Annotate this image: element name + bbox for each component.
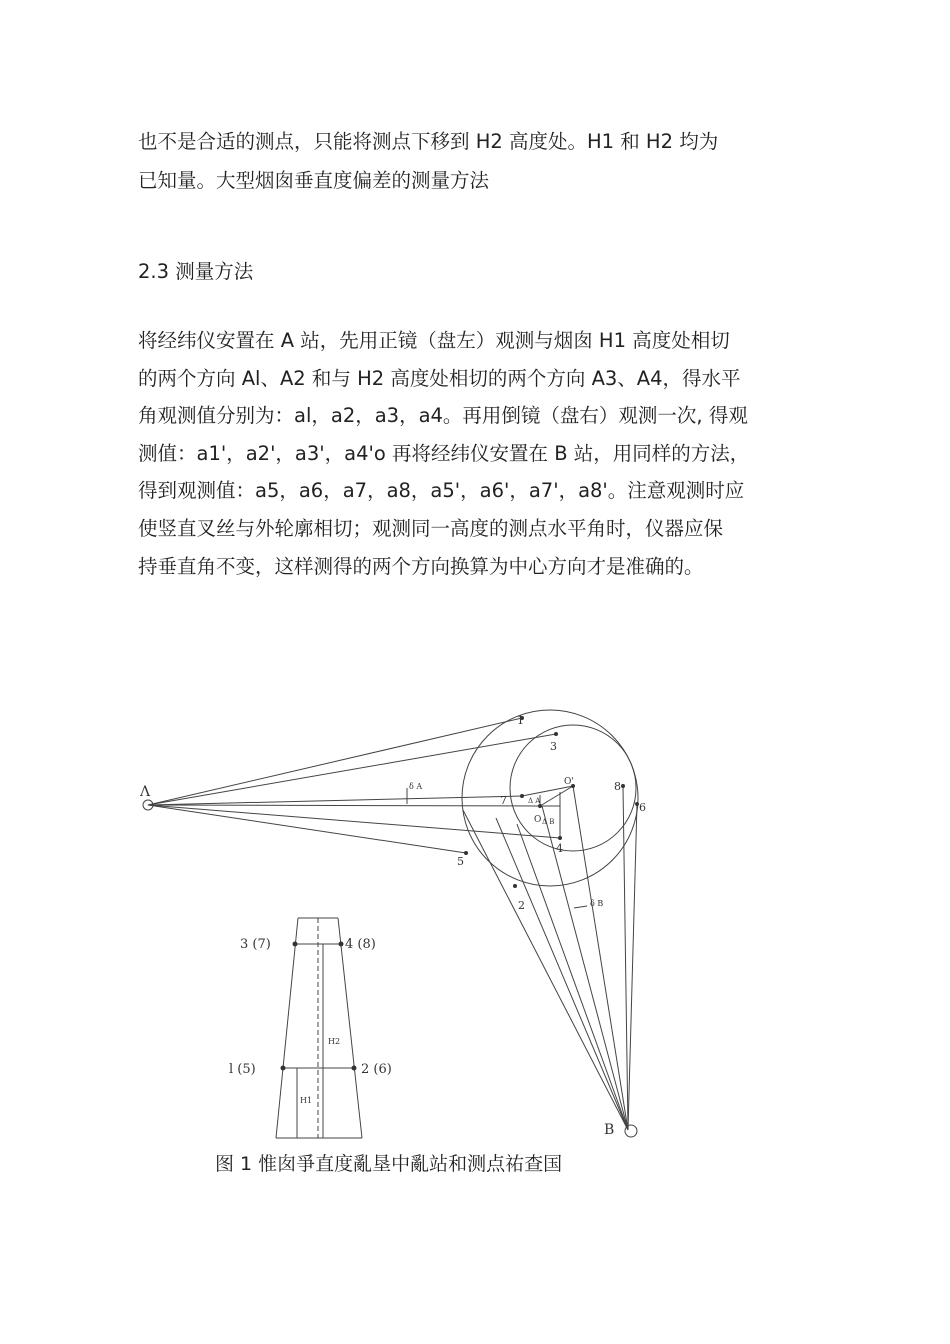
sight-line-bo bbox=[542, 806, 628, 1130]
sight-line-b4 bbox=[517, 824, 628, 1130]
station-b-marker bbox=[625, 1125, 637, 1137]
chimney-point-dot bbox=[293, 942, 298, 947]
text-line: 得到观测值：a5，a6，a7，a8，a5'，a6'，a7'，a8'。注意观测时应 bbox=[138, 479, 745, 503]
text-line: 已知量。大型烟囱垂直度偏差的测量方法 bbox=[138, 169, 490, 192]
point-8-dot bbox=[621, 784, 625, 788]
center-o-prime-label: O' bbox=[564, 777, 574, 787]
chimney-point-dot bbox=[339, 942, 344, 947]
chimney-label-h1: H1 bbox=[300, 1096, 313, 1105]
text-line: 的两个方向 Al、A2 和与 H2 高度处相切的两个方向 A3、A4，得水平 bbox=[138, 366, 741, 390]
text-line: 角观测值分别为：al，a2，a3，a4。再用倒镜（盘右）观测一次, 得观 bbox=[138, 404, 748, 428]
chimney-point-dot bbox=[352, 1066, 357, 1071]
sigma-b-label: δ B bbox=[590, 899, 604, 908]
sight-line-bo-prime bbox=[573, 786, 628, 1130]
point-2-dot bbox=[513, 884, 517, 888]
sight-line-b8 bbox=[623, 786, 628, 1130]
point-3-label: 3 bbox=[550, 740, 557, 753]
chimney-label-4-8: 4 (8) bbox=[345, 937, 376, 952]
section-heading bbox=[138, 253, 828, 290]
point-4-label: 4 bbox=[556, 842, 563, 855]
point-2-label: 2 bbox=[518, 899, 525, 912]
sight-line-b6 bbox=[628, 804, 637, 1130]
angle-tick bbox=[574, 906, 587, 908]
text-line: 使竖直叉丝与外轮廓相切；观测同一高度的测点水平角时，仪器应保 bbox=[138, 516, 724, 540]
sight-line-b5 bbox=[463, 810, 628, 1130]
chimney-label-1-5: l (5) bbox=[229, 1062, 256, 1077]
text-line: 持垂直角不变，这样测得的两个方向换算为中心方向才是准确的。 bbox=[138, 554, 704, 578]
chimney-point-dot bbox=[281, 1066, 286, 1071]
text-line: 测值：a1'，a2'，a3'，a4'o 再将经纬仪安置在 B 站，用同样的方法， bbox=[138, 441, 750, 465]
point-1-label: 1 bbox=[517, 714, 524, 727]
station-a-label: Λ bbox=[140, 784, 151, 800]
paragraph-2 bbox=[138, 322, 828, 585]
point-3-dot bbox=[554, 732, 558, 736]
delta-a-label: Δ A bbox=[528, 797, 541, 805]
point-7-dot bbox=[520, 794, 524, 798]
sight-line-a3 bbox=[148, 734, 556, 805]
point-8-label: 8 bbox=[614, 780, 621, 793]
point-7-label: 7 bbox=[500, 794, 507, 807]
delta-b-label: Δ B bbox=[542, 818, 555, 826]
sight-line-a1 bbox=[148, 718, 522, 805]
chimney-label-3-7: 3 (7) bbox=[240, 937, 271, 952]
point-5-dot bbox=[464, 851, 468, 855]
figure-caption: 图 1 惟囱爭直度亂垦中亂站和测点祐查国 bbox=[215, 1153, 563, 1175]
heading-text: 2.3 测量方法 bbox=[138, 260, 254, 283]
point-6-label: 6 bbox=[639, 801, 646, 814]
sight-line-b2 bbox=[496, 818, 628, 1130]
station-b-label: B bbox=[604, 1122, 615, 1138]
text-line: 也不是合适的测点，只能将测点下移到 H2 高度处。H1 和 H2 均为 bbox=[138, 130, 719, 153]
chimney-left-side bbox=[276, 918, 298, 1138]
sight-line-a7 bbox=[148, 796, 522, 805]
sight-line-ao bbox=[148, 805, 540, 806]
sigma-a-label: δ A bbox=[409, 782, 423, 791]
sight-line-a5 bbox=[148, 805, 466, 853]
center-o-label: O bbox=[534, 815, 542, 825]
paragraph-1 bbox=[138, 122, 828, 200]
point-4-dot bbox=[558, 836, 562, 840]
point-5-label: 5 bbox=[457, 855, 464, 868]
text-line: 将经纬仪安置在 A 站，先用正镜（盘左）观测与烟囱 H1 高度处相切 bbox=[138, 329, 730, 352]
survey-diagram bbox=[130, 700, 650, 1150]
chimney-label-2-6: 2 (6) bbox=[361, 1062, 392, 1077]
sight-line-a4 bbox=[148, 805, 560, 838]
chimney-label-h2: H2 bbox=[328, 1037, 341, 1046]
